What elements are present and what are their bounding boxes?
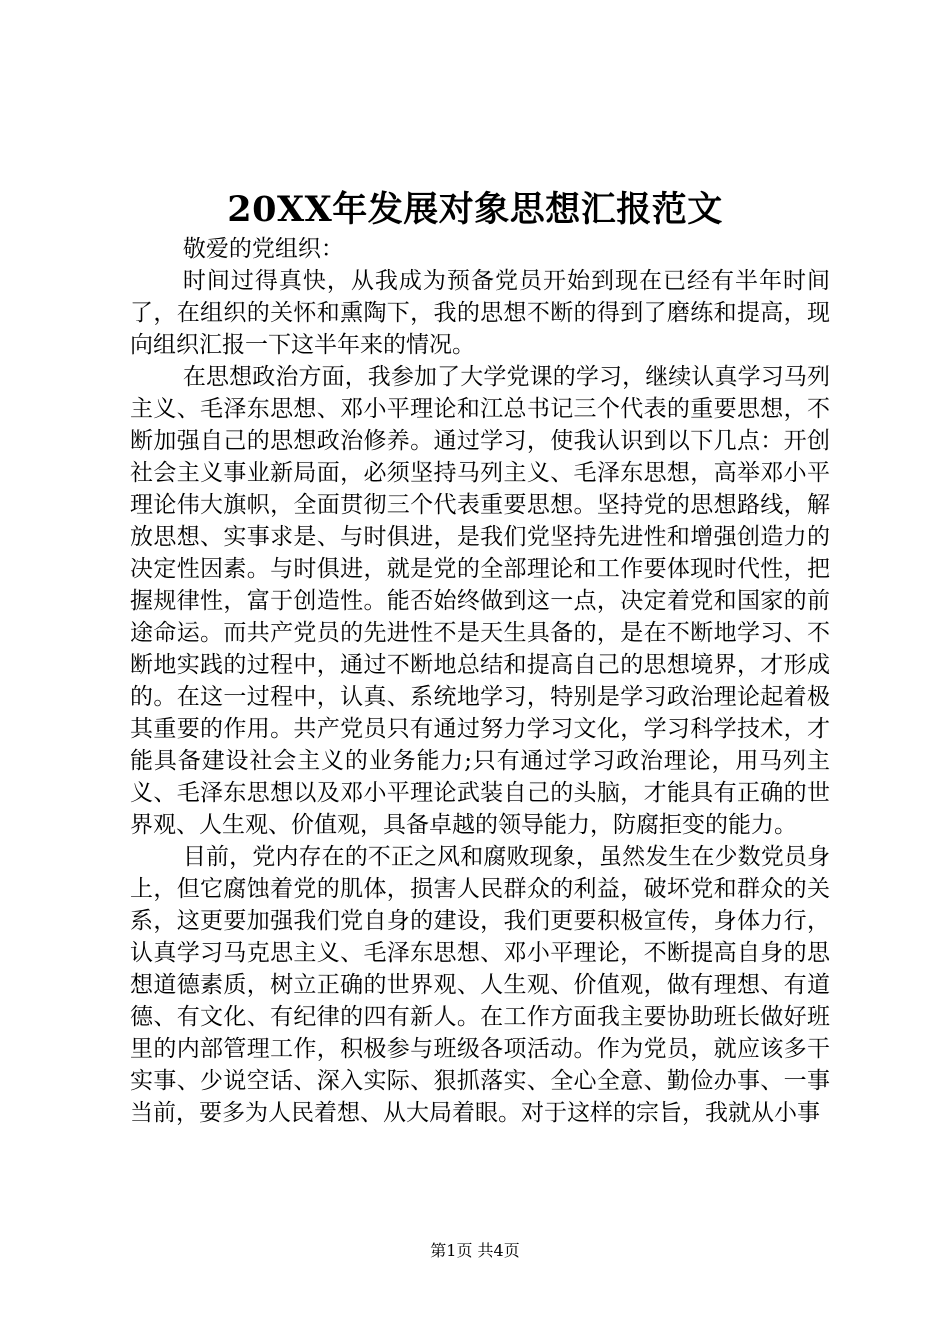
document-title: 20XX年发展对象思想汇报范文	[227, 189, 723, 230]
paragraph-3: 目前，党内存在的不正之风和腐败现象，虽然发生在少数党员身上，但它腐蚀着党的肌体，损害人民群众的利益，破坏党和群众的关系，这更要加强我们党自身的建设，我们更要积极宣传，身体力行，认真学习马克思主义、毛泽东思想、邓小平理论，不断提高自身的思想道德素质，树立正确的世界观、人生观、价值观，做有理想、有道德、有文化、有纪律的四有新人。在工作方面我主要协助班长做好班里的内部管理工作，积极参与班级各项活动。作为党员，就应该多干实事、少说空话、深入实际、狠抓落实、全心全意、勤俭办事、一事当前，要多为人民着想、从大局着眼。对于这样的宗旨，我就从小事	[130, 844, 830, 1126]
salutation: 敬爱的党组织：	[182, 236, 344, 262]
page-number-footer: 第1页 共4页	[430, 1241, 520, 1260]
paragraph-2: 在思想政治方面，我参加了大学党课的学习，继续认真学习马列主义、毛泽东思想、邓小平理论和江总书记三个代表的重要思想，不断加强自己的思想政治修养。通过学习，使我认识到以下几点：开创社会主义事业新局面，必须坚持马列主义、毛泽东思想，高举邓小平理论伟大旗帜，全面贯彻三个代表重要思想。坚持党的思想路线，解放思想、实事求是、与时俱进，是我们党坚持先进性和增强创造力的决定性因素。与时俱进，就是党的全部理论和工作要体现时代性，把握规律性，富于创造性。能否始终做到这一点，决定着党和国家的前途命运。而共产党员的先进性不是天生具备的，是在不断地学习、不断地实践的过程中，通过不断地总结和提高自己的思想境界，才形成的。在这一过程中，认真、系统地学习，特别是学习政治理论起着极其重要的作用。共产党员只有通过努力学习文化，学习科学技术，才能具备建设社会主义的业务能力;只有通过学习政治理论，用马列主义、毛泽东思想以及邓小平理论武装自己的头脑，才能具有正确的世界观、人生观、价值观，具备卓越的领导能力，防腐拒变的能力。	[130, 364, 830, 838]
document-body	[130, 233, 830, 1129]
paragraph-1: 时间过得真快，从我成为预备党员开始到现在已经有半年时间了，在组织的关怀和熏陶下，我的思想不断的得到了磨练和提高，现向组织汇报一下这半年来的情况。	[130, 268, 830, 358]
